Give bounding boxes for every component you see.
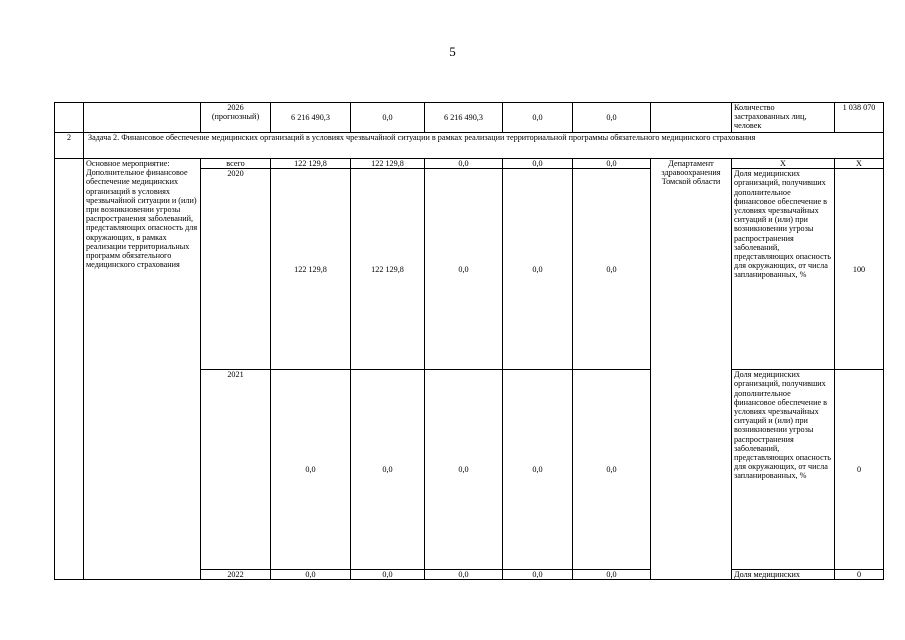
cell-col4: 0,0 [503, 370, 573, 570]
cell-year: 2021 [201, 370, 271, 570]
cell-col2: 0,0 [351, 370, 425, 570]
cell-indicator-value: Х [835, 159, 884, 169]
cell-total: 122 129,8 [271, 169, 351, 370]
cell-indicator: Количество застрахованных лиц, человек [732, 103, 835, 133]
cell-col5: 0,0 [573, 103, 651, 133]
cell-col5: 0,0 [573, 570, 651, 580]
cell-indicator-value: 0 [835, 570, 884, 580]
cell-num [55, 159, 84, 580]
cell-indicator: Х [732, 159, 835, 169]
cell-col2: 0,0 [351, 103, 425, 133]
cell-col3: 0,0 [425, 570, 503, 580]
cell-col5: 0,0 [573, 370, 651, 570]
cell-indicator-value: 0 [835, 370, 884, 570]
cell-col4: 0,0 [503, 159, 573, 169]
cell-col3: 0,0 [425, 169, 503, 370]
cell-executor [651, 103, 732, 133]
cell-col5: 0,0 [573, 159, 651, 169]
cell-year: 2026 (прогнозный) [201, 103, 271, 133]
table-row-task [55, 133, 884, 159]
cell-measure [84, 103, 201, 133]
cell-year: 2020 [201, 169, 271, 370]
cell-col4: 0,0 [503, 570, 573, 580]
cell-measure-text: Основное мероприятие: Дополнительное финансовое обеспечение медицинских организаций в условиях чрезвычайной ситуации и (или) при возникновении угрозы распространения заболеваний, представляющих опасность для окружающих, в рамках реализации территориальных программ обязательного медицинского страхования [84, 159, 201, 580]
cell-num [55, 103, 84, 133]
cell-year: всего [201, 159, 271, 169]
cell-col2: 122 129,8 [351, 169, 425, 370]
cell-indicator-value: 1 038 070 [835, 103, 884, 133]
cell-indicator: Доля медицинских [732, 570, 835, 580]
cell-col3: 0,0 [425, 370, 503, 570]
cell-col2: 122 129,8 [351, 159, 425, 169]
table-row-total [55, 159, 884, 169]
cell-task-number: 2 [55, 133, 84, 159]
cell-col2: 0,0 [351, 570, 425, 580]
cell-col3: 6 216 490,3 [425, 103, 503, 133]
cell-task-text: Задача 2. Финансовое обеспечение медицинских организаций в условиях чрезвычайной ситуации в рамках реализации территориальной программы обязательного медицинского страхования [84, 133, 884, 159]
cell-executor: Департамент здравоохранения Томской области [651, 159, 732, 580]
program-table [54, 102, 884, 580]
cell-col5: 0,0 [573, 169, 651, 370]
cell-total: 122 129,8 [271, 159, 351, 169]
cell-col4: 0,0 [503, 169, 573, 370]
cell-indicator-value: 100 [835, 169, 884, 370]
cell-col4: 0,0 [503, 103, 573, 133]
cell-total: 0,0 [271, 570, 351, 580]
cell-total: 6 216 490,3 [271, 103, 351, 133]
cell-col3: 0,0 [425, 159, 503, 169]
table-row-2026 [55, 103, 884, 133]
cell-indicator: Доля медицинских организаций, получивших дополнительное финансовое обеспечение в условиях чрезвычайных ситуаций и (или) при возникновении угрозы распространения заболеваний, представляющих опасность для окружающих, от числа запланированных, % [732, 169, 835, 370]
page-number: 5 [449, 44, 456, 59]
cell-indicator: Доля медицинских организаций, получивших дополнительное финансовое обеспечение в условиях чрезвычайных ситуаций и (или) при возникновении угрозы распространения заболеваний, представляющих опасность для окружающих, от числа запланированных, % [732, 370, 835, 570]
cell-year: 2022 [201, 570, 271, 580]
cell-total: 0,0 [271, 370, 351, 570]
